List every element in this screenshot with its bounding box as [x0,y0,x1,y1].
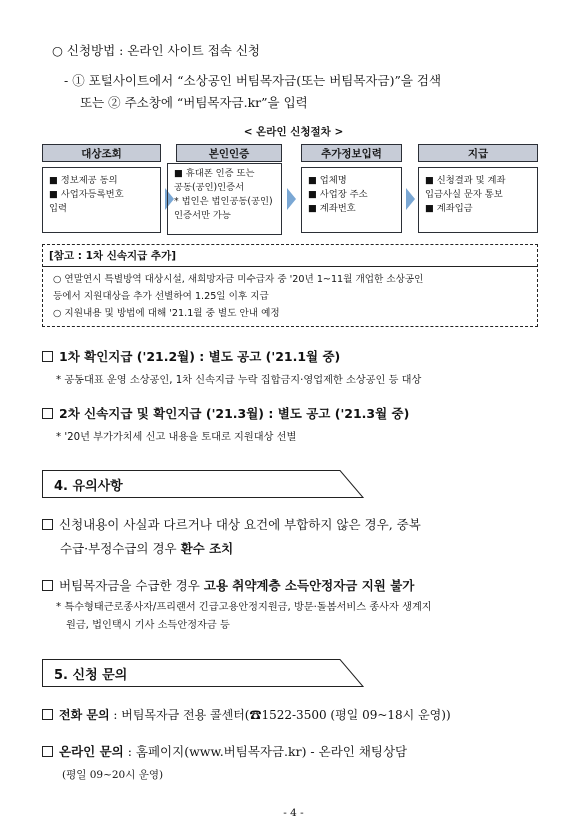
checkbox-square-icon [42,580,53,591]
caution-item-1-cont [60,540,233,557]
caution-emphasis: 환수 조치 [180,541,234,556]
item-second-text: 2차 신속지급 및 확인지급 ('21.3월) : 별도 공고 ('21.3월 중) [59,406,410,421]
contact-online-hours: (평일 09~20시 운영) [62,769,164,781]
section-4-header [42,470,364,498]
item-second-note: * '20년 부가가치세 신고 내용을 토대로 지원대상 선별 [56,432,297,443]
step-item: ■ 사업장 주소 [308,189,368,200]
step-header-auth: 본인인증 [176,144,282,162]
caution-note-2: 원금, 법인택시 기사 소득안정자금 등 [66,620,230,631]
step-body-payment [418,167,538,233]
step-item: 입력 [49,203,67,214]
step-item: ■ 신청결과 및 계좌 [425,175,506,186]
step-body-auth [167,163,282,235]
checkbox-square-icon [42,351,53,362]
section-5-title: 5. 신청 문의 [54,668,128,683]
contact-phone-label: 전화 문의 [59,708,110,722]
arrow-right-icon [287,188,296,210]
contact-online [42,743,407,760]
page-number: - 4 - [283,807,304,819]
contact-online-label: 온라인 문의 [59,744,124,759]
item-first-payment [42,347,340,365]
step-item: ■ 휴대폰 인증 또는 [174,168,255,179]
caution-text: 버팀목자금을 수급한 경우 [59,578,200,593]
step-body-lookup [42,167,161,233]
procedure-title: < 온라인 신청절차 > [243,126,344,138]
step-item: ■ 업체명 [308,175,347,186]
step-header-lookup: 대상조회 [42,144,161,162]
item-first-text: 1차 확인지급 ('21.2월) : 별도 공고 ('21.1월 중) [59,349,341,364]
checkbox-square-icon [42,519,53,530]
step-item: ■ 사업자등록번호 [49,189,124,200]
checkbox-square-icon [42,709,53,720]
caution-text: 수급·부정수급의 경우 [60,541,177,556]
caution-emphasis: 고용 취약계층 소득안정자금 지원 불가 [203,578,415,593]
note-divider [43,266,537,267]
caution-item-2 [42,577,414,594]
method-step-2: 또는 ② 주소창에 “버팀목자금.kr”을 입력 [80,95,308,110]
arrow-right-icon [406,188,415,210]
note-line: ○ 지원내용 및 방법에 대해 '21.1월 중 별도 안내 예정 [53,308,280,319]
item-first-note: * 공동대표 운영 소상공인, 1차 신속지급 누락 집합금지·영업제한 소상공인 등 대상 [56,375,422,386]
caution-text: 신청내용이 사실과 다르거나 대상 요건에 부합하지 않은 경우, 중복 [59,517,421,532]
section-5-header [42,659,364,687]
step-item: 인증서만 가능 [174,210,231,221]
contact-phone [42,707,451,724]
step-header-extra-info: 추가정보입력 [301,144,402,162]
method-line: ○ 신청방법 : 온라인 사이트 접속 신청 [52,43,261,58]
step-header-payment: 지급 [418,144,538,162]
contact-phone-value: : 버팀목자금 전용 콜센터(☎1522-3500 (평일 09~18시 운영)) [113,708,451,722]
caution-note-1: * 특수형태근로종사자/프리랜서 긴급고용안정지원금, 방문·돌봄서비스 종사자 생계지 [56,602,432,613]
section-4-title: 4. 유의사항 [54,479,123,494]
checkbox-square-icon [42,408,53,419]
note-box [42,244,538,327]
step-item: 공동(공인)인증서 [174,182,245,193]
step-item: ■ 계좌번호 [308,203,356,214]
note-title: [참고 : 1차 신속지급 추가] [49,250,177,262]
step-item: ■ 정보제공 동의 [49,175,118,186]
contact-online-value: : 홈페이지(www.버팀목자금.kr) - 온라인 채팅상담 [127,744,408,759]
checkbox-square-icon [42,746,53,757]
step-item: * 법인은 법인공동(공인) [174,196,273,207]
caution-item-1 [42,516,421,533]
step-item: ■ 계좌입금 [425,203,473,214]
step-body-extra-info [301,167,402,233]
item-second-payment [42,404,409,422]
note-line: 등에서 지원대상을 추가 선별하여 1.25일 이후 지급 [53,291,269,302]
step-item: 입금사실 문자 통보 [425,189,503,200]
note-line: ○ 연말연시 특별방역 대상시설, 새희망자금 미수급자 중 '20년 1~11월 개업한 소상공인 [53,274,424,285]
method-step-1: - ① 포털사이트에서 “소상공인 버팀목자금(또는 버팀목자금)”을 검색 [64,73,442,88]
